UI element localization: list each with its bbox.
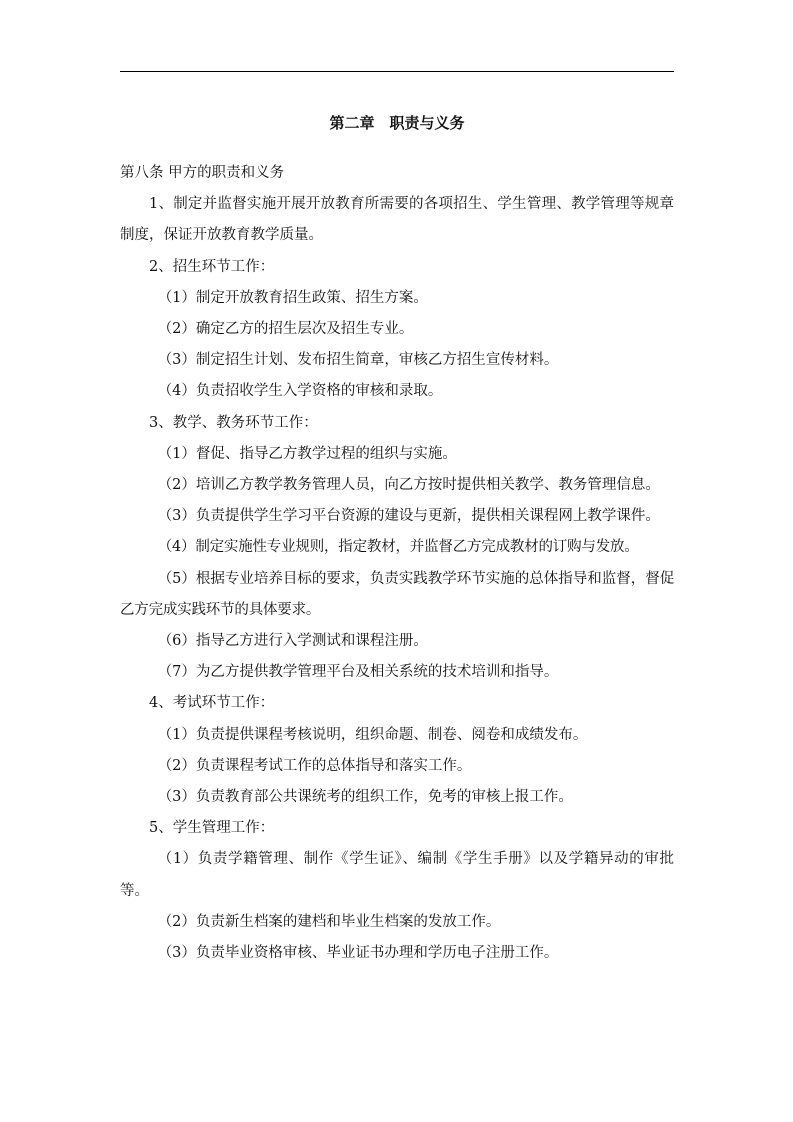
teaching-item-5: （5）根据专业培养目标的要求，负责实践教学环节实施的总体指导和监督，督促乙方完成实践环节的具体要求。 <box>120 570 674 618</box>
teaching-item-6: （6）指导乙方进行入学测试和课程注册。 <box>157 633 428 650</box>
teaching-item-3: （3）负责提供学生学习平台资源的建设与更新，提供相关课程网上教学课件。 <box>157 508 660 525</box>
section-heading-recruitment: 2、招生环节工作： <box>149 258 275 275</box>
recruitment-item-1: （1）制定开放教育招生政策、招生方案。 <box>157 289 428 306</box>
teaching-item-1: （1）督促、指导乙方教学过程的组织与实施。 <box>157 445 457 462</box>
student-management-item-2: （2）负责新生档案的建档和毕业生档案的发放工作。 <box>157 913 501 930</box>
teaching-item-7: （7）为乙方提供教学管理平台及相关系统的技术培训和指导。 <box>157 664 559 681</box>
recruitment-item-2: （2）确定乙方的招生层次及招生专业。 <box>157 321 414 338</box>
teaching-item-4: （4）制定实施性专业规则，指定教材，并监督乙方完成教材的订购与发放。 <box>157 539 639 556</box>
paragraph-item-1: 1、制定并监督实施开展开放教育所需要的各项招生、学生管理、教学管理等规章制度，保证开放教育教学质量。 <box>120 196 674 244</box>
article-heading: 第八条 甲方的职责和义务 <box>120 165 285 181</box>
chapter-title: 第二章 职责与义务 <box>329 114 465 132</box>
student-management-item-1: （1）负责学籍管理、制作《学生证》、编制《学生手册》以及学籍异动的审批等。 <box>120 851 674 899</box>
section-heading-exams: 4、考试环节工作： <box>149 695 275 712</box>
section-heading-teaching: 3、教学、教务环节工作： <box>149 414 318 431</box>
document-body <box>120 158 674 969</box>
section-heading-student-management: 5、学生管理工作： <box>149 820 275 837</box>
header-rule <box>120 71 674 72</box>
student-management-item-3: （3）负责毕业资格审核、毕业证书办理和学历电子注册工作。 <box>157 945 559 962</box>
exam-item-3: （3）负责教育部公共课统考的组织工作，免考的审核上报工作。 <box>157 789 573 806</box>
recruitment-item-3: （3）制定招生计划、发布招生简章，审核乙方招生宣传材料。 <box>157 352 559 369</box>
exam-item-2: （2）负责课程考试工作的总体指导和落实工作。 <box>157 757 472 774</box>
exam-item-1: （1）负责提供课程考核说明，组织命题、制卷、阅卷和成绩发布。 <box>157 726 588 743</box>
recruitment-item-4: （4）负责招收学生入学资格的审核和录取。 <box>157 383 443 400</box>
teaching-item-2: （2）培训乙方教学教务管理人员，向乙方按时提供相关教学、教务管理信息。 <box>157 477 660 494</box>
